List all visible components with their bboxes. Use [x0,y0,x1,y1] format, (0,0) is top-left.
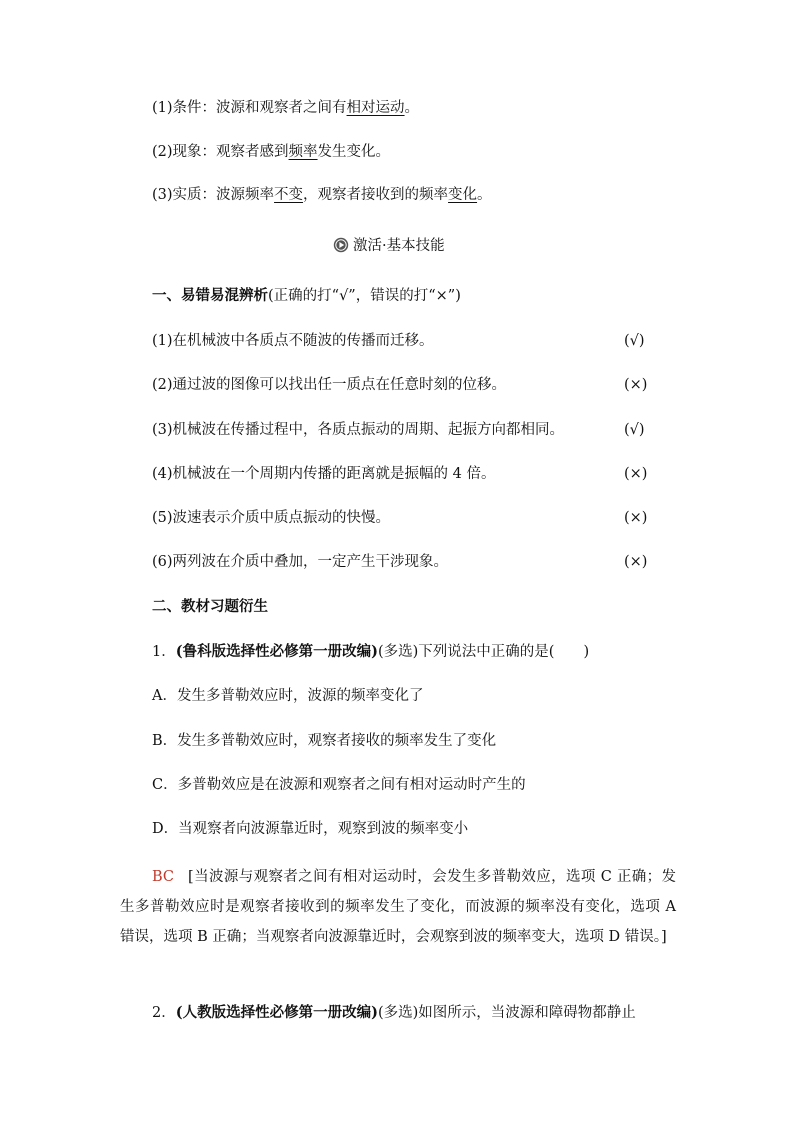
intro-2-underlined: 频率 [288,144,318,160]
intro-3-underlined: 不变 [274,187,304,203]
option-b: B．发生多普勒效应时，观察者接收的频率发生了变化 [152,733,497,749]
intro-1-underlined: 相对运动 [346,100,405,116]
judge-item-5: (5)波速表示介质中质点振动的快慢。 [152,510,391,526]
option-d: D．当观察者向波源靠近时，观察到波的频率变小 [152,821,469,837]
intro-line-2 [152,142,390,162]
intro-3-underlined-2: 变化 [448,187,478,203]
option-c: C．多普勒效应是在波源和观察者之间有相对运动时产生的 [152,777,526,793]
question-2-source: (人教版选择性必修第一册改编) [175,1004,378,1021]
question-2-number: 2． [152,1005,176,1021]
judge-item-3: (3)机械波在传播过程中，各质点振动的周期、起振方向都相同。 [152,422,565,438]
part2-heading: 二、教材习题衍生 [152,598,268,615]
play-circle-icon [333,237,349,253]
intro-2-text: (2)现象：观察者感到 [152,144,289,160]
intro-line-3 [152,185,492,205]
intro-3-mid: ，观察者接收到的频率 [303,187,449,203]
option-a: A．发生多普勒效应时，波源的频率变化了 [152,688,424,704]
section-title [333,236,445,256]
question-2-stem [152,1003,636,1023]
judge-mark-1: (√) [624,333,645,349]
judge-item-2: (2)通过波的图像可以找出任一质点在任意时刻的位移。 [152,377,507,393]
judge-mark-5: (×) [624,510,648,526]
judge-mark-4: (×) [624,466,648,482]
judge-mark-6: (×) [624,554,648,570]
judge-mark-2: (×) [624,377,648,393]
intro-3-end: 。 [477,187,492,203]
intro-1-text: (1)条件：波源和观察者之间有 [152,100,347,116]
answer-explanation [120,862,676,952]
intro-1-end: 。 [404,100,420,116]
part1-note: (正确的打“√”，错误的打“×”) [268,288,461,304]
section-title-text: 激活·基本技能 [353,238,445,254]
part1-heading-text: 一、易错易混辨析 [152,287,268,304]
judge-item-4: (4)机械波在一个周期内传播的距离就是振幅的 4 倍。 [152,466,496,482]
answer-label: BC [152,869,175,885]
explanation-text: [当波源与观察者之间有相对运动时，会发生多普勒效应，选项 C 正确；发生多普勒效应时是观察者接收到的频率发生了变化，而波源的频率没有变化，选项 A 错误，选项 B 正确；当观察者向波源靠近时，会观察到波的频率变大，选项 D 错误。] [120,869,676,945]
question-1-text: (多选)下列说法中正确的是( ) [377,644,590,660]
part1-heading [152,286,461,306]
intro-line-1 [152,98,419,118]
question-1-source: (鲁科版选择性必修第一册改编) [175,643,378,660]
question-2-text: (多选)如图所示，当波源和障碍物都静止 [377,1005,636,1021]
judge-mark-3: (√) [624,422,645,438]
question-1-number: 1． [152,644,176,660]
judge-item-6: (6)两列波在介质中叠加，一定产生干涉现象。 [152,554,449,570]
question-1-stem [152,642,589,662]
intro-2-end: 发生变化。 [317,144,391,160]
judge-item-1: (1)在机械波中各质点不随波的传播而迁移。 [152,333,434,349]
intro-3-text: (3)实质：波源频率 [152,187,275,203]
